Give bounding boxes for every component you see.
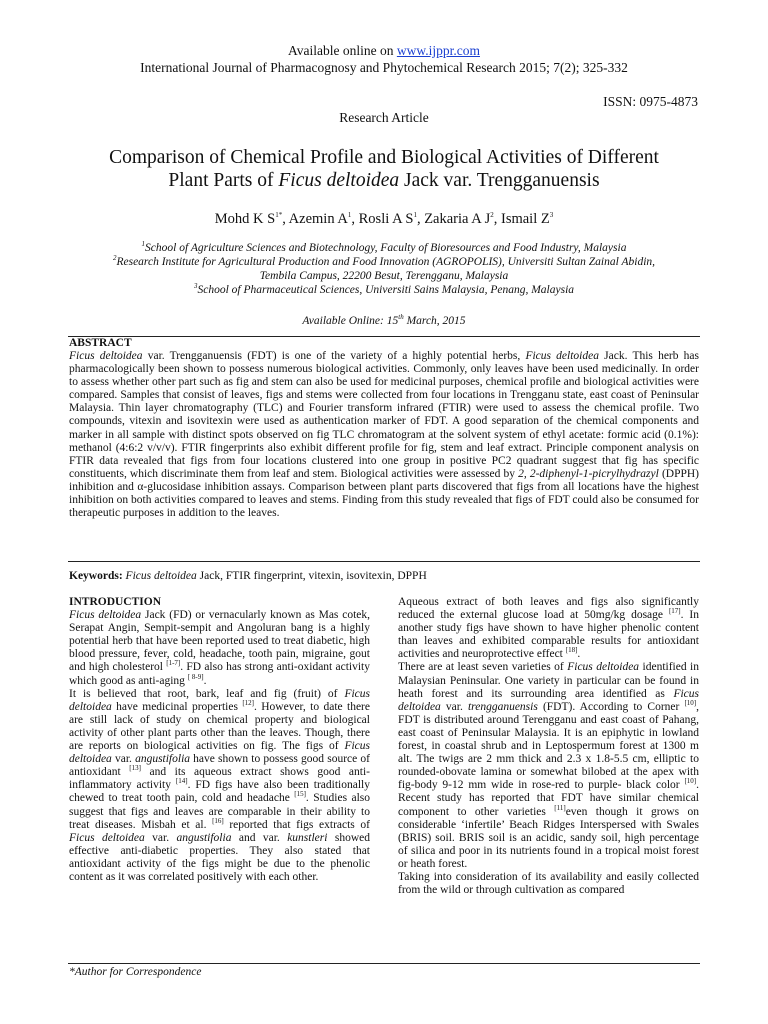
- affiliation-1: $^1$School of Agriculture Sciences and Biotechnology, Faculty of Bioresources and Food Industry, Malaysia: [141, 240, 627, 254]
- journal-citation: International Journal of Pharmacognosy and Phytochemical Research 2015; 7(2); 325-332: [140, 60, 628, 75]
- affiliations: [40, 241, 728, 297]
- affiliation-2-cont: Tembila Campus, 22200 Besut, Terengganu, Malaysia: [259, 270, 509, 282]
- intro-paragraph-2: It is believed that root, bark, leaf and fig (fruit) of Ficus deltoidea have medicinal properties [12]. However, to date there are still lack of study on chemical property and biological activity of other plant parts other than the leaves. Though, there are reports on biological activities on fig. The figs of Ficus deltoidea var. angustifolia have shown to possess good source of antioxidant [13] and its aqueous extract shows good anti-inflammatory activity [14]. FD figs have also been traditionally chewed to treat tooth pain, cold and headache [15]. Studies also suggest that figs and leaves are comparable in their ability to treat diseases. Misbah et al. [16] reported that figs extracts of Ficus deltoidea var. angustifolia and var. kunstleri showed effective anti-diabetic properties. They also stated that antioxidant activity of the figs might be due to the phenolic content as it was correlated positively with each other.: [69, 687, 371, 883]
- abstract-heading: ABSTRACT: [69, 337, 132, 349]
- issn: ISSN: 0975-4873: [603, 94, 698, 109]
- abstract-top-rule: [68, 336, 700, 337]
- affiliation-3: $^3$School of Pharmaceutical Sciences, Universiti Sains Malaysia, Penang, Malaysia: [193, 282, 575, 296]
- keywords: Keywords: Ficus deltoidea Jack, FTIR fingerprint, vitexin, isovitexin, DPPH: [69, 570, 427, 582]
- author-4: Zakaria A J: [424, 211, 491, 227]
- intro-paragraph-5: Taking into consideration of its availability and easily collected from the wild or through cultivation as compared: [398, 870, 699, 897]
- author-2: Azemin A: [288, 211, 348, 227]
- author-list: Mohd K $S^{1*}$, Azemin $A^1$, Rosli A $S^1$, Zakaria A $J^2$, Ismail $Z^3$: [214, 211, 554, 227]
- affiliation-2: $^2$Research Institute for Agricultural Production and Food Innovation (AGROPOLIS), Universiti Sultan Zainal Abidin,: [112, 254, 656, 268]
- available-prefix: Available online on: [288, 43, 397, 58]
- author-1: Mohd K S: [214, 211, 276, 227]
- intro-paragraph-4: There are at least seven varieties of Ficus deltoidea identified in Malaysian Peninsular. One variety in particular can be found in heath forest and its surrounding area identified as Ficus deltoidea var. trengganuensis (FDT). According to Corner [10], FDT is distributed around Terengganu and east coast of Pahang, east coast of Peninsular Malaysia. It is an epiphytic in lowland forest, in coastal shrub and in Leptospermum forest at 1300 m alt. The twigs are 2 mm thick and 2.3 x 1.8-5.5 cm, elliptic to rounded-obovate lamina or somewhat bilobed at the apex with fig-body 9-12 mm wide in rose-red to purple- black color [10]. Recent study has reported that FDT have similar chemical component to other varieties [11]even though it grows on considerable ‘infertile’ Beach Ridges Interspersed with Swales (BRIS) soil. BRIS soil is an acidic, sandy soil, high percentage of silica and poor in its nutrients found in a tropical moist forest or heath forest.: [398, 661, 699, 870]
- author-5: Ismail Z: [500, 211, 550, 227]
- abstract-bottom-rule: [68, 561, 700, 562]
- journal-url-link[interactable]: www.ijppr.com: [396, 43, 480, 58]
- footnote-rule: [68, 963, 700, 964]
- abstract-body: Ficus deltoidea var. Trengganuensis (FDT) is one of the variety of a highly potential herbs, Ficus deltoidea Jack. This herb has pharmacologically been shown to possess numerous biological activities. Commonly, only leaves have been used medicinally. In order to assess whether other part such as fig and stem can also be used for medicinal purposes, chemical profile and biological activities were compared. Samples that consist of leaves, figs and stems were collected from four locations in Trengganu state, east coast of Peninsular Malaysia. Thin layer chromatography (TLC) and Fourier transform infrared (FTIR) were used to assess the chemical profile. Two compounds, vitexin and isovitexin were used as authentication marker of FDT. A good separation of the chemical components and marker in all sample with distinct spots observed on fig TLC chromatogram at the solvent system of ethyl acetate: formic acid (0.1%): methanol (4:6:2 v/v/v). FTIR fingerprints also exhibit different profile for fig, stem and leaf extract. Principle component analysis on FTIR data revealed that figs from four locations clustered into one group in positive PC2 quadrant suggest that fig has specific constituents, which discriminate them from leaf and stem. Biological activities were assessed by 2, 2-diphenyl-1-picrylhydrazyl (DPPH) inhibition and α-glucosidase inhibition assays. Comparison between plant parts discovered that figs from all locations have the highest inhibition on both activities compared to leaves and stems. Finding from this study revealed that figs of FDT could also be consumed for therapeutic purposes in addition to the leaves.: [69, 350, 700, 520]
- available-online-date: Available Online: 15th March, 2015: [302, 313, 466, 327]
- title-line-1: Comparison of Chemical Profile and Biological Activities of Different: [109, 147, 659, 168]
- author-3: Rosli A S: [358, 211, 414, 227]
- available-online-header: [0, 42, 768, 59]
- correspondence-footnote: *Author for Correspondence: [69, 966, 202, 978]
- article-type: Research Article: [339, 110, 429, 125]
- intro-paragraph-1: Ficus deltoidea Jack (FD) or vernacularly known as Mas cotek, Serapat Angin, Sempit-sempit and Angoluran bang is a highly potential herb that have been reported used to treat diabetic, high blood pressure, fever, cold, headache, tooth pain, migraine, gout and high cholesterol [1-7]. FD also has strong anti-oxidant activity which good as anti-aging [ 8-9].: [69, 609, 371, 687]
- title-line-2: Plant Parts of Ficus deltoidea Jack var. Trengganuensis: [168, 170, 600, 191]
- paper-title: [40, 146, 728, 192]
- introduction-heading: INTRODUCTION: [69, 596, 162, 608]
- left-column: [69, 596, 370, 884]
- right-column: [398, 596, 699, 897]
- intro-paragraph-3: Aqueous extract of both leaves and figs also significantly reduced the external glucose load at 50mg/kg dosage [17]. In another study figs have shown to have higher phenolic content than leaves and exhibited comparable results for antioxidant activities and neuroprotective effect [18].: [398, 596, 699, 661]
